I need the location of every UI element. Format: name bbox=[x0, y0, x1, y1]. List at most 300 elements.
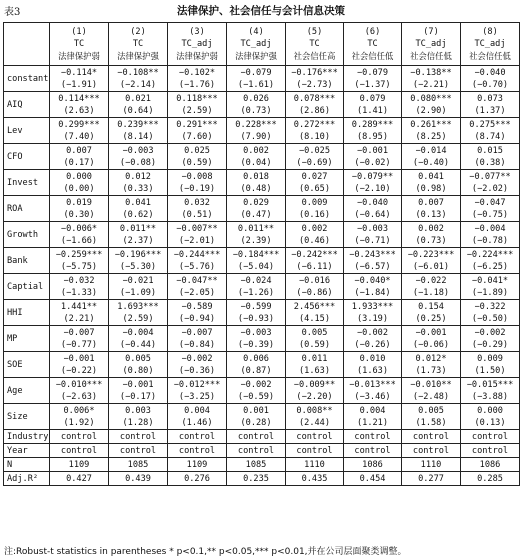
coefficient: 0.079 bbox=[359, 93, 386, 104]
coefficient: −0.079 bbox=[240, 67, 272, 78]
table-row bbox=[4, 404, 520, 430]
coefficient: 0.275*** bbox=[469, 119, 511, 130]
t-statistic: (8.14) bbox=[122, 131, 154, 142]
coefficient: 0.012 bbox=[125, 171, 151, 182]
column-header-sub: 社会信任低 bbox=[469, 51, 511, 61]
estimate-cell bbox=[286, 170, 344, 196]
coefficient: 0.018 bbox=[243, 171, 269, 182]
t-statistic: (0.64) bbox=[122, 105, 154, 116]
t-statistic: (8.25) bbox=[415, 131, 447, 142]
coefficient: 0.261*** bbox=[410, 119, 452, 130]
footer-cell: 1109 bbox=[50, 458, 109, 472]
variable-name: CFO bbox=[4, 144, 50, 170]
estimate-cell bbox=[50, 222, 109, 248]
t-statistic: (−0.59) bbox=[237, 391, 275, 402]
variable-name: Captial bbox=[4, 274, 50, 300]
coefficient: 0.026 bbox=[243, 93, 269, 104]
footer-row bbox=[4, 472, 520, 486]
coefficient: −0.025 bbox=[298, 145, 331, 156]
t-statistic: (−0.69) bbox=[296, 157, 333, 168]
coefficient: 0.029 bbox=[243, 197, 269, 208]
column-header-dep: TC_adj bbox=[181, 39, 213, 49]
coefficient: 0.002 bbox=[301, 223, 328, 234]
estimate-cell bbox=[286, 66, 344, 92]
estimate-cell bbox=[344, 274, 402, 300]
coefficient: −0.006* bbox=[60, 223, 98, 234]
t-statistic: (0.16) bbox=[298, 209, 331, 220]
variable-name: Size bbox=[4, 404, 50, 430]
coefficient: −0.024 bbox=[240, 275, 272, 286]
estimate-cell bbox=[50, 300, 109, 326]
estimate-cell bbox=[109, 144, 168, 170]
footer-cell: control bbox=[168, 444, 227, 458]
table-body bbox=[4, 66, 520, 486]
t-statistic: (0.98) bbox=[415, 183, 447, 194]
estimate-cell bbox=[109, 248, 168, 274]
t-statistic: (−5.75) bbox=[60, 261, 98, 272]
footer-cell: 0.435 bbox=[286, 472, 344, 486]
estimate-cell bbox=[227, 118, 286, 144]
column-header bbox=[227, 23, 286, 66]
estimate-cell bbox=[286, 326, 344, 352]
footer-cell: 0.285 bbox=[461, 472, 520, 486]
t-statistic: (7.40) bbox=[63, 131, 95, 142]
footer-cell: 1086 bbox=[344, 458, 402, 472]
estimate-cell bbox=[461, 404, 520, 430]
t-statistic: (−0.02) bbox=[354, 157, 391, 168]
coefficient: 0.004 bbox=[359, 405, 386, 416]
column-header-dep: TC bbox=[73, 39, 85, 49]
table-row bbox=[4, 378, 520, 404]
footer-label: Year bbox=[4, 444, 50, 458]
column-header bbox=[109, 23, 168, 66]
column-header-sub: 社会信任低 bbox=[351, 51, 394, 61]
estimate-cell bbox=[344, 352, 402, 378]
coefficient: 0.009 bbox=[301, 197, 328, 208]
coefficient: −0.013*** bbox=[349, 379, 396, 390]
t-statistic: (0.33) bbox=[122, 183, 154, 194]
t-statistic: (−2.63) bbox=[60, 391, 98, 402]
t-statistic: (−1.61) bbox=[237, 79, 275, 90]
variable-name: HHI bbox=[4, 300, 50, 326]
t-statistic: (−6.25) bbox=[471, 261, 509, 272]
coefficient: 0.080*** bbox=[410, 93, 452, 104]
coefficient: 0.291*** bbox=[176, 119, 218, 130]
coefficient: −0.259*** bbox=[55, 249, 103, 260]
footer-cell: 0.276 bbox=[168, 472, 227, 486]
coefficient: −0.184*** bbox=[232, 249, 280, 260]
coefficient: −0.004 bbox=[474, 223, 506, 234]
footer-cell: control bbox=[402, 430, 461, 444]
t-statistic: (0.73) bbox=[415, 235, 447, 246]
estimate-cell bbox=[402, 196, 461, 222]
column-header-dep: TC_adj bbox=[415, 39, 447, 49]
estimate-cell bbox=[168, 170, 227, 196]
estimate-cell bbox=[286, 222, 344, 248]
column-header-sub: 法律保护强 bbox=[117, 51, 159, 61]
estimate-cell bbox=[109, 300, 168, 326]
estimate-cell bbox=[109, 170, 168, 196]
coefficient: 0.002 bbox=[243, 145, 269, 156]
coefficient: 0.154 bbox=[418, 301, 444, 312]
variable-name: SOE bbox=[4, 352, 50, 378]
estimate-cell bbox=[168, 378, 227, 404]
t-statistic: (−2.02) bbox=[471, 183, 509, 194]
estimate-cell bbox=[344, 222, 402, 248]
t-statistic: (1.41) bbox=[356, 105, 389, 116]
t-statistic: (−1.18) bbox=[412, 287, 450, 298]
t-statistic: (0.65) bbox=[298, 183, 331, 194]
t-statistic: (0.59) bbox=[298, 339, 331, 350]
estimate-cell bbox=[227, 326, 286, 352]
coefficient: −0.003 bbox=[356, 223, 389, 234]
estimate-cell bbox=[227, 92, 286, 118]
estimate-cell bbox=[286, 144, 344, 170]
column-header-num: (2) bbox=[130, 27, 146, 37]
footer-cell: 1110 bbox=[402, 458, 461, 472]
estimate-cell bbox=[461, 352, 520, 378]
coefficient: −0.040* bbox=[354, 275, 391, 286]
coefficient: −0.010*** bbox=[55, 379, 103, 390]
table-row bbox=[4, 92, 520, 118]
estimate-cell bbox=[344, 144, 402, 170]
variable-name: Invest bbox=[4, 170, 50, 196]
footer-cell: control bbox=[227, 444, 286, 458]
t-statistic: (7.90) bbox=[240, 131, 272, 142]
estimate-cell bbox=[168, 300, 227, 326]
coefficient: −0.004 bbox=[122, 327, 154, 338]
coefficient: −0.242*** bbox=[291, 249, 338, 260]
footer-cell: control bbox=[286, 430, 344, 444]
t-statistic: (−2.10) bbox=[354, 183, 391, 194]
t-statistic: (−0.17) bbox=[119, 391, 157, 402]
t-statistic: (−6.11) bbox=[296, 261, 333, 272]
footer-label: N bbox=[4, 458, 50, 472]
t-statistic: (1.92) bbox=[63, 417, 95, 428]
coefficient: 0.008** bbox=[296, 405, 333, 416]
table-row bbox=[4, 352, 520, 378]
coefficient: 0.118*** bbox=[176, 93, 218, 104]
estimate-cell bbox=[168, 118, 227, 144]
estimate-cell bbox=[109, 196, 168, 222]
coefficient: −0.040 bbox=[356, 197, 389, 208]
t-statistic: (−0.19) bbox=[178, 183, 216, 194]
t-statistic: (−5.76) bbox=[178, 261, 216, 272]
t-statistic: (2.37) bbox=[122, 235, 154, 246]
column-header bbox=[402, 23, 461, 66]
column-header-num: (6) bbox=[364, 27, 381, 37]
table-row bbox=[4, 118, 520, 144]
coefficient: 0.041 bbox=[418, 171, 444, 182]
table-title: 法律保护、社会信任与会计信息决策 bbox=[177, 5, 345, 17]
estimate-cell bbox=[402, 170, 461, 196]
estimate-cell bbox=[227, 144, 286, 170]
t-statistic: (1.63) bbox=[298, 365, 331, 376]
estimate-cell bbox=[461, 378, 520, 404]
variable-name: Age bbox=[4, 378, 50, 404]
coefficient: −0.003 bbox=[122, 145, 154, 156]
coefficient: 0.032 bbox=[184, 197, 210, 208]
estimate-cell bbox=[109, 378, 168, 404]
footer-cell: 0.427 bbox=[50, 472, 109, 486]
column-header-num: (1) bbox=[71, 27, 87, 37]
coefficient: −0.047 bbox=[474, 197, 506, 208]
coefficient: 2.456*** bbox=[293, 301, 336, 312]
estimate-cell bbox=[168, 92, 227, 118]
coefficient: −0.040 bbox=[474, 67, 506, 78]
coefficient: 0.007 bbox=[418, 197, 444, 208]
coefficient: −0.001 bbox=[415, 327, 447, 338]
variable-name: constant bbox=[4, 66, 50, 92]
estimate-cell bbox=[402, 352, 461, 378]
coefficient: 0.299*** bbox=[58, 119, 100, 130]
footer-cell: control bbox=[344, 430, 402, 444]
estimate-cell bbox=[461, 274, 520, 300]
estimate-cell bbox=[168, 274, 227, 300]
coefficient: 0.007 bbox=[66, 145, 92, 156]
column-header-dep: TC bbox=[132, 39, 144, 49]
estimate-cell bbox=[50, 196, 109, 222]
column-header-sub: 法律保护弱 bbox=[176, 51, 218, 61]
coefficient: 0.021 bbox=[125, 93, 151, 104]
footer-row bbox=[4, 458, 520, 472]
estimate-cell bbox=[344, 248, 402, 274]
coefficient: −0.001 bbox=[63, 353, 95, 364]
coefficient: −0.014 bbox=[415, 145, 447, 156]
estimate-cell bbox=[227, 66, 286, 92]
coefficient: 0.005 bbox=[301, 327, 328, 338]
estimate-cell bbox=[227, 300, 286, 326]
column-header bbox=[168, 23, 227, 66]
estimate-cell bbox=[286, 378, 344, 404]
footer-cell: 1085 bbox=[227, 458, 286, 472]
footer-cell: control bbox=[168, 430, 227, 444]
coefficient: −0.102* bbox=[178, 67, 216, 78]
estimate-cell bbox=[227, 352, 286, 378]
coefficient: −0.599 bbox=[240, 301, 272, 312]
t-statistic: (2.44) bbox=[298, 417, 331, 428]
footer-label: Adj.R² bbox=[4, 472, 50, 486]
t-statistic: (−1.76) bbox=[178, 79, 216, 90]
t-statistic: (0.47) bbox=[240, 209, 272, 220]
coefficient: 0.012* bbox=[415, 353, 447, 364]
table-row bbox=[4, 66, 520, 92]
coefficient: 0.078*** bbox=[293, 93, 336, 104]
column-header-dep: TC bbox=[309, 39, 320, 49]
table-row bbox=[4, 274, 520, 300]
t-statistic: (−5.04) bbox=[237, 261, 275, 272]
footer-cell: control bbox=[286, 444, 344, 458]
estimate-cell bbox=[50, 66, 109, 92]
t-statistic: (0.62) bbox=[122, 209, 154, 220]
estimate-cell bbox=[50, 378, 109, 404]
t-statistic: (−0.94) bbox=[178, 313, 216, 324]
t-statistic: (1.50) bbox=[474, 365, 506, 376]
t-statistic: (0.51) bbox=[181, 209, 213, 220]
column-header-sub: 社会信任高 bbox=[293, 51, 336, 61]
table-row bbox=[4, 300, 520, 326]
t-statistic: (2.39) bbox=[240, 235, 272, 246]
t-statistic: (0.28) bbox=[240, 417, 272, 428]
estimate-cell bbox=[344, 404, 402, 430]
coefficient: −0.589 bbox=[181, 301, 213, 312]
coefficient: −0.002 bbox=[474, 327, 506, 338]
estimate-cell bbox=[461, 118, 520, 144]
column-header bbox=[344, 23, 402, 66]
t-statistic: (0.00) bbox=[63, 183, 95, 194]
footer-cell: 1109 bbox=[168, 458, 227, 472]
estimate-cell bbox=[50, 170, 109, 196]
coefficient: 0.010 bbox=[359, 353, 386, 364]
t-statistic: (−0.06) bbox=[412, 339, 450, 350]
coefficient: 0.004 bbox=[184, 405, 210, 416]
estimate-cell bbox=[109, 66, 168, 92]
t-statistic: (−3.25) bbox=[178, 391, 216, 402]
t-statistic: (0.48) bbox=[240, 183, 272, 194]
t-statistic: (0.38) bbox=[474, 157, 506, 168]
footer-cell: 1085 bbox=[109, 458, 168, 472]
t-statistic: (2.59) bbox=[122, 313, 154, 324]
table-label: 表3 bbox=[4, 7, 21, 18]
t-statistic: (−0.77) bbox=[60, 339, 98, 350]
estimate-cell bbox=[286, 274, 344, 300]
coefficient: 0.005 bbox=[125, 353, 151, 364]
t-statistic: (−0.86) bbox=[296, 287, 333, 298]
coefficient: −0.079** bbox=[351, 171, 394, 182]
t-statistic: (−3.88) bbox=[471, 391, 509, 402]
coefficient: −0.224*** bbox=[466, 249, 514, 260]
footer-row bbox=[4, 430, 520, 444]
t-statistic: (−0.08) bbox=[119, 157, 157, 168]
coefficient: −0.007 bbox=[181, 327, 213, 338]
estimate-cell bbox=[402, 118, 461, 144]
t-statistic: (−0.39) bbox=[237, 339, 275, 350]
column-header-num: (5) bbox=[306, 27, 323, 37]
estimate-cell bbox=[109, 118, 168, 144]
coefficient: −0.047** bbox=[176, 275, 218, 286]
estimate-cell bbox=[50, 144, 109, 170]
t-statistic: (0.46) bbox=[298, 235, 331, 246]
footer-cell: control bbox=[50, 430, 109, 444]
column-header-dep: TC_adj bbox=[240, 39, 272, 49]
coefficient: −0.077** bbox=[469, 171, 511, 182]
coefficient: −0.176*** bbox=[291, 67, 338, 78]
estimate-cell bbox=[461, 222, 520, 248]
estimate-cell bbox=[461, 170, 520, 196]
estimate-cell bbox=[461, 326, 520, 352]
t-statistic: (−6.01) bbox=[412, 261, 450, 272]
table-row bbox=[4, 222, 520, 248]
t-statistic: (1.58) bbox=[415, 417, 447, 428]
estimate-cell bbox=[286, 248, 344, 274]
estimate-cell bbox=[286, 196, 344, 222]
footer-cell: control bbox=[402, 444, 461, 458]
column-header-num: (7) bbox=[423, 27, 439, 37]
coefficient: 0.011** bbox=[237, 223, 275, 234]
t-statistic: (−0.29) bbox=[471, 339, 509, 350]
coefficient: −0.008 bbox=[181, 171, 213, 182]
coefficient: 0.015 bbox=[477, 145, 503, 156]
coefficient: 0.041 bbox=[125, 197, 151, 208]
estimate-cell bbox=[50, 118, 109, 144]
estimate-cell bbox=[402, 144, 461, 170]
coefficient: 1.693*** bbox=[117, 301, 159, 312]
t-statistic: (−0.50) bbox=[471, 313, 509, 324]
coefficient: 0.011 bbox=[301, 353, 328, 364]
estimate-cell bbox=[227, 222, 286, 248]
coefficient: 1.933*** bbox=[351, 301, 394, 312]
coefficient: −0.010** bbox=[410, 379, 452, 390]
t-statistic: (0.80) bbox=[122, 365, 154, 376]
estimate-cell bbox=[402, 378, 461, 404]
estimate-cell bbox=[402, 92, 461, 118]
t-statistic: (−2.01) bbox=[178, 235, 216, 246]
t-statistic: (−1.26) bbox=[237, 287, 275, 298]
estimate-cell bbox=[286, 118, 344, 144]
coefficient: 0.027 bbox=[301, 171, 328, 182]
t-statistic: (−0.36) bbox=[178, 365, 216, 376]
footer-cell: 1110 bbox=[286, 458, 344, 472]
t-statistic: (2.21) bbox=[63, 313, 95, 324]
footer-cell: control bbox=[109, 444, 168, 458]
estimate-cell bbox=[344, 92, 402, 118]
variable-name: ROA bbox=[4, 196, 50, 222]
footer-cell: 0.439 bbox=[109, 472, 168, 486]
estimate-cell bbox=[402, 404, 461, 430]
estimate-cell bbox=[50, 248, 109, 274]
coefficient: −0.009** bbox=[293, 379, 336, 390]
coefficient: 0.272*** bbox=[293, 119, 336, 130]
t-statistic: (−2.14) bbox=[119, 79, 157, 90]
coefficient: −0.244*** bbox=[173, 249, 221, 260]
t-statistic: (−1.09) bbox=[119, 287, 157, 298]
estimate-cell bbox=[50, 274, 109, 300]
t-statistic: (−0.70) bbox=[471, 79, 509, 90]
coefficient: −0.114* bbox=[60, 67, 98, 78]
coefficient: −0.322 bbox=[474, 301, 506, 312]
footer-row bbox=[4, 444, 520, 458]
estimate-cell bbox=[50, 352, 109, 378]
estimate-cell bbox=[344, 66, 402, 92]
estimate-cell bbox=[286, 300, 344, 326]
coefficient: 0.000 bbox=[477, 405, 503, 416]
coefficient: −0.015*** bbox=[466, 379, 514, 390]
table-row bbox=[4, 326, 520, 352]
estimate-cell bbox=[168, 248, 227, 274]
coefficient: 0.000 bbox=[66, 171, 92, 182]
coefficient: 0.006* bbox=[63, 405, 95, 416]
column-header-dep: TC bbox=[367, 39, 378, 49]
column-header-sub: 法律保护强 bbox=[235, 51, 277, 61]
coefficient: −0.002 bbox=[356, 327, 389, 338]
coefficient: −0.002 bbox=[240, 379, 272, 390]
coefficient: −0.108** bbox=[117, 67, 159, 78]
t-statistic: (1.28) bbox=[122, 417, 154, 428]
coefficient: −0.007** bbox=[176, 223, 218, 234]
t-statistic: (1.37) bbox=[474, 105, 506, 116]
t-statistic: (−0.75) bbox=[471, 209, 509, 220]
estimate-cell bbox=[402, 300, 461, 326]
t-statistic: (−0.44) bbox=[119, 339, 157, 350]
estimate-cell bbox=[402, 222, 461, 248]
estimate-cell bbox=[109, 404, 168, 430]
footer-cell: 0.277 bbox=[402, 472, 461, 486]
coefficient: −0.021 bbox=[122, 275, 154, 286]
estimate-cell bbox=[344, 118, 402, 144]
t-statistic: (8.10) bbox=[298, 131, 331, 142]
variable-name: Growth bbox=[4, 222, 50, 248]
estimate-cell bbox=[50, 92, 109, 118]
